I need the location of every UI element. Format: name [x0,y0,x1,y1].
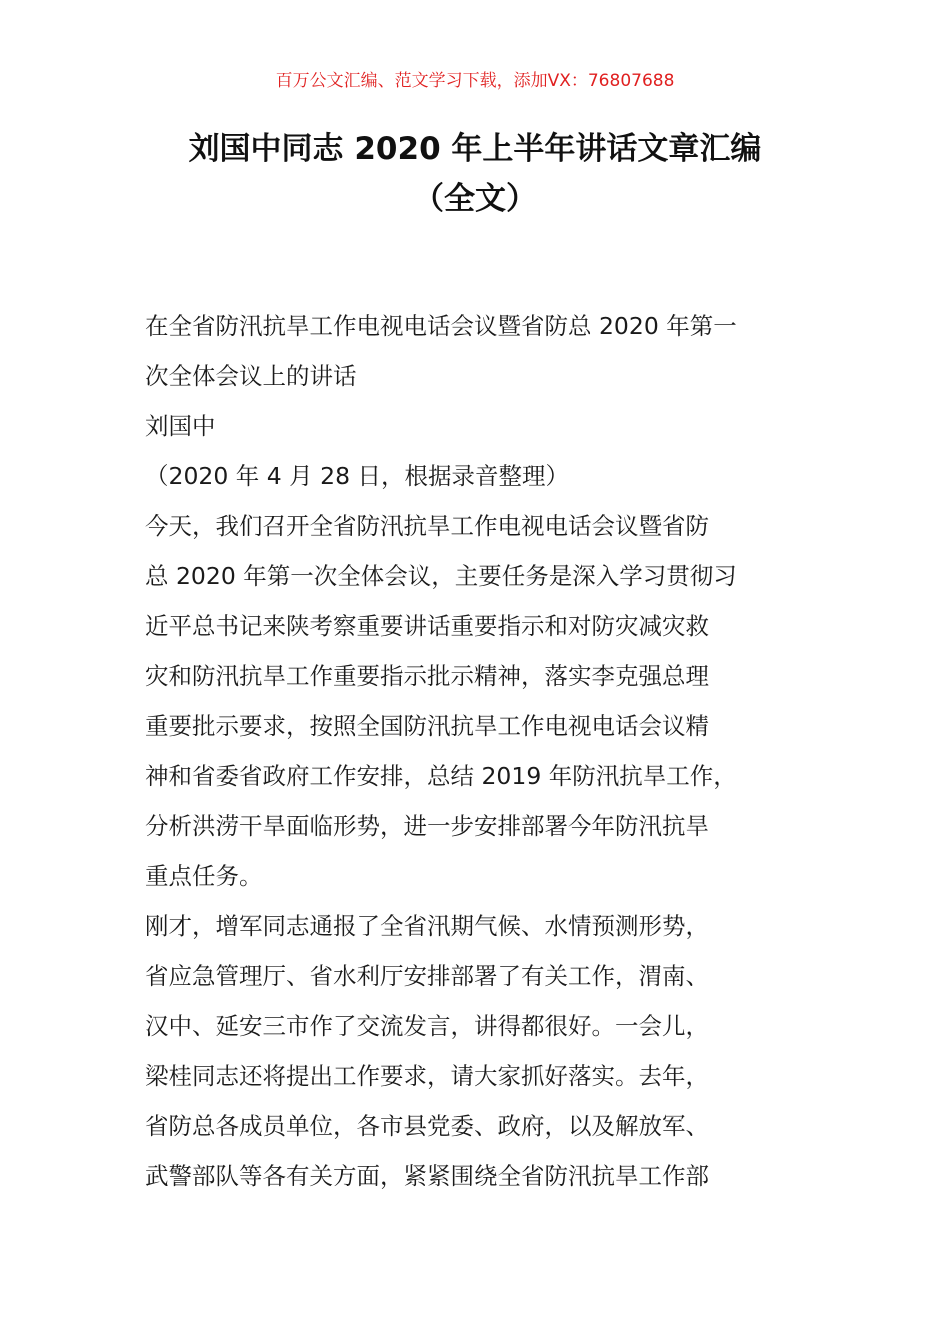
body-line: 神和省委省政府工作安排，总结 2019 年防汛抗旱工作， [145,762,737,790]
body-line: 在全省防汛抗旱工作电视电话会议暨省防总 2020 年第一 [145,312,737,340]
body-line: 汉中、延安三市作了交流发言，讲得都很好。一会儿， [145,1012,709,1040]
body-line: 近平总书记来陕考察重要讲话重要指示和对防灾减灾救 [145,612,709,640]
body-line: 武警部队等各有关方面，紧紧围绕全省防汛抗旱工作部 [145,1162,709,1190]
document-title [60,124,890,224]
date-line: （2020 年 4 月 28 日，根据录音整理） [145,462,570,490]
body-line: 省应急管理厅、省水利厅安排部署了有关工作，渭南、 [145,962,709,990]
body-line: 今天，我们召开全省防汛抗旱工作电视电话会议暨省防 [145,512,709,540]
author-line: 刘国中 [145,412,216,440]
document-body [145,301,810,1201]
header-note: 百万公文汇编、范文学习下载，添加VX：76807688 [275,71,675,91]
title-line-2: （全文） [413,181,537,217]
body-line: 分析洪涝干旱面临形势，进一步安排部署今年防汛抗旱 [145,812,709,840]
body-line: 省防总各成员单位，各市县党委、政府，以及解放军、 [145,1112,709,1140]
body-line: 刚才，增军同志通报了全省汛期气候、水情预测形势， [145,912,709,940]
body-line: 重点任务。 [145,862,263,890]
body-line: 梁桂同志还将提出工作要求，请大家抓好落实。去年， [145,1062,709,1090]
body-line: 总 2020 年第一次全体会议，主要任务是深入学习贯彻习 [145,562,737,590]
body-line: 灾和防汛抗旱工作重要指示批示精神，落实李克强总理 [145,662,709,690]
body-line: 重要批示要求，按照全国防汛抗旱工作电视电话会议精 [145,712,709,740]
title-line-1: 刘国中同志 2020 年上半年讲话文章汇编 [188,131,762,167]
body-line: 次全体会议上的讲话 [145,362,357,390]
